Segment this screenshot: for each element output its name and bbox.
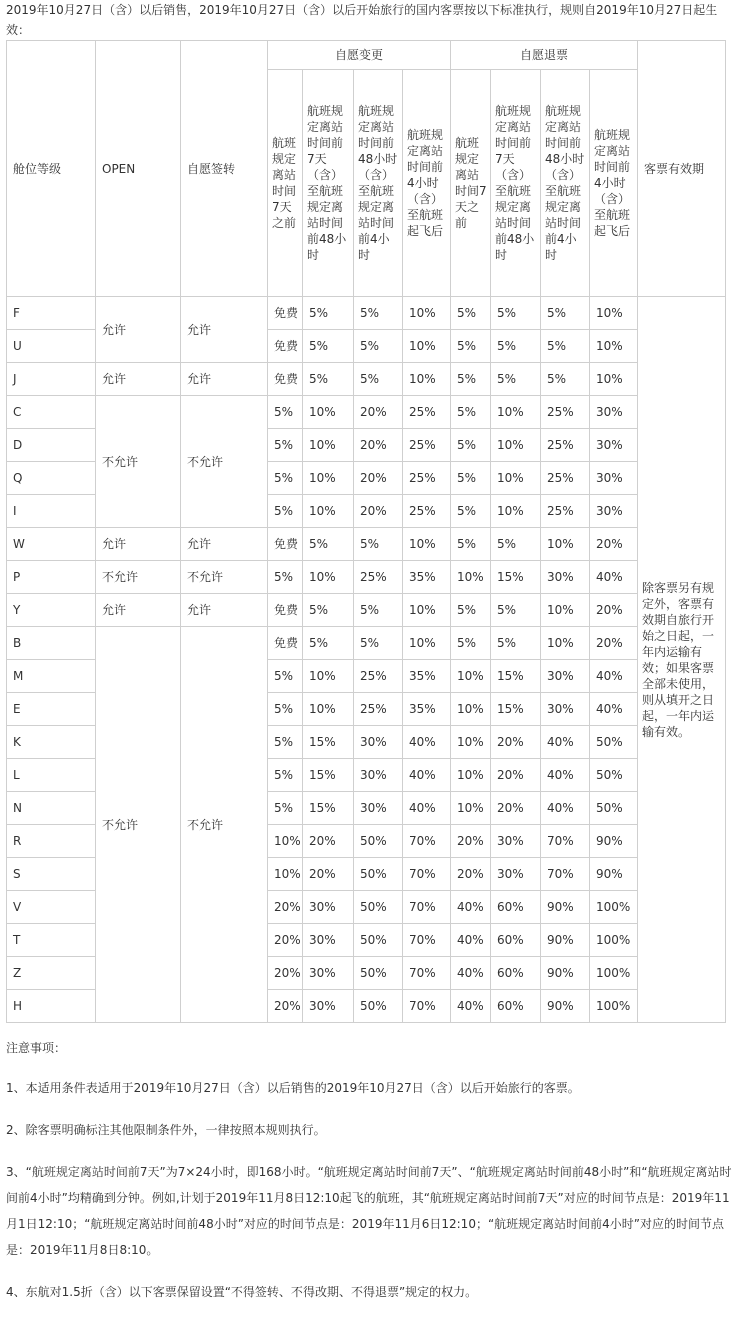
change-fee-cell: 10%: [303, 396, 354, 429]
refund-fee-cell: 25%: [541, 495, 590, 528]
table-row: [7, 297, 726, 330]
table-row: [7, 594, 726, 627]
refund-fee-cell: 90%: [590, 858, 638, 891]
note-item: 2、除客票明确标注其他限制条件外，一律按照本规则执行。: [6, 1123, 326, 1137]
change-fee-cell: 5%: [354, 528, 403, 561]
change-fee-cell: 20%: [303, 825, 354, 858]
refund-fee-cell: 5%: [451, 297, 491, 330]
change-fee-cell: 5%: [268, 759, 303, 792]
change-fee-cell: 10%: [303, 693, 354, 726]
refund-fee-cell: 10%: [451, 726, 491, 759]
endorse-cell: 不允许: [181, 396, 268, 528]
refund-fee-cell: 5%: [491, 627, 541, 660]
refund-fee-cell: 90%: [541, 990, 590, 1023]
change-fee-cell: 5%: [268, 396, 303, 429]
refund-fee-cell: 40%: [590, 660, 638, 693]
refund-fee-cell: 5%: [451, 528, 491, 561]
cabin-class-cell: J: [7, 363, 96, 396]
refund-fee-cell: 50%: [590, 726, 638, 759]
refund-fee-cell: 30%: [491, 858, 541, 891]
refund-fee-cell: 5%: [491, 363, 541, 396]
cabin-class-cell: L: [7, 759, 96, 792]
change-fee-cell: 20%: [268, 924, 303, 957]
refund-fee-cell: 40%: [590, 561, 638, 594]
refund-fee-cell: 5%: [451, 396, 491, 429]
refund-fee-cell: 5%: [451, 462, 491, 495]
change-fee-cell: 20%: [354, 462, 403, 495]
header-voluntary-refund: 自愿退票: [451, 41, 638, 70]
refund-fee-cell: 40%: [451, 957, 491, 990]
refund-fee-cell: 50%: [590, 759, 638, 792]
refund-fee-cell: 5%: [541, 363, 590, 396]
change-fee-cell: 30%: [354, 759, 403, 792]
change-fee-cell: 5%: [303, 528, 354, 561]
change-fee-cell: 10%: [403, 627, 451, 660]
cabin-class-cell: C: [7, 396, 96, 429]
change-fee-cell: 30%: [303, 990, 354, 1023]
cabin-class-cell: U: [7, 330, 96, 363]
header-refund-period-1: 航班规定离站时间7天之前: [451, 70, 491, 297]
refund-fee-cell: 5%: [451, 330, 491, 363]
change-fee-cell: 5%: [354, 594, 403, 627]
change-fee-cell: 15%: [303, 759, 354, 792]
note-item: 1、本适用条件表适用于2019年10月27日（含）以后销售的2019年10月27日（含）以后开始旅行的客票。: [6, 1081, 580, 1095]
change-fee-cell: 免费: [268, 363, 303, 396]
refund-fee-cell: 20%: [451, 825, 491, 858]
refund-fee-cell: 10%: [491, 495, 541, 528]
header-validity: 客票有效期: [638, 41, 726, 297]
refund-fee-cell: 20%: [590, 627, 638, 660]
refund-fee-cell: 20%: [590, 528, 638, 561]
change-fee-cell: 70%: [403, 957, 451, 990]
notes-heading: 注意事项：: [6, 1041, 67, 1055]
change-fee-cell: 5%: [354, 297, 403, 330]
cabin-class-cell: Z: [7, 957, 96, 990]
change-fee-cell: 30%: [303, 957, 354, 990]
refund-fee-cell: 5%: [491, 330, 541, 363]
refund-fee-cell: 90%: [590, 825, 638, 858]
header-open: OPEN: [96, 41, 181, 297]
change-fee-cell: 20%: [303, 858, 354, 891]
header-voluntary-change: 自愿变更: [268, 41, 451, 70]
refund-fee-cell: 90%: [541, 957, 590, 990]
change-fee-cell: 20%: [354, 396, 403, 429]
change-fee-cell: 10%: [303, 561, 354, 594]
change-fee-cell: 5%: [354, 627, 403, 660]
change-fee-cell: 50%: [354, 858, 403, 891]
header-refund-period-4: 航班规定离站时间前4小时（含）至航班起飞后: [590, 70, 638, 297]
refund-fee-cell: 5%: [451, 429, 491, 462]
refund-fee-cell: 20%: [491, 759, 541, 792]
cabin-class-cell: N: [7, 792, 96, 825]
refund-fee-cell: 10%: [541, 528, 590, 561]
open-cell: 允许: [96, 297, 181, 363]
change-fee-cell: 40%: [403, 792, 451, 825]
change-fee-cell: 10%: [303, 429, 354, 462]
change-fee-cell: 免费: [268, 594, 303, 627]
header-change-period-1: 航班规定离站时间7天之前: [268, 70, 303, 297]
change-fee-cell: 50%: [354, 924, 403, 957]
change-fee-cell: 40%: [403, 726, 451, 759]
refund-fee-cell: 20%: [491, 726, 541, 759]
endorse-cell: 允许: [181, 528, 268, 561]
refund-fee-cell: 40%: [451, 924, 491, 957]
header-refund-period-2: 航班规定离站时间前7天（含）至航班规定离站时间前48小时: [491, 70, 541, 297]
refund-fee-cell: 30%: [541, 561, 590, 594]
cabin-class-cell: Y: [7, 594, 96, 627]
change-fee-cell: 5%: [268, 660, 303, 693]
change-fee-cell: 5%: [268, 726, 303, 759]
change-fee-cell: 5%: [303, 594, 354, 627]
refund-fee-cell: 100%: [590, 924, 638, 957]
refund-fee-cell: 5%: [541, 297, 590, 330]
cabin-class-cell: T: [7, 924, 96, 957]
table-row: [7, 528, 726, 561]
change-fee-cell: 5%: [268, 693, 303, 726]
refund-fee-cell: 5%: [451, 363, 491, 396]
refund-fee-cell: 100%: [590, 990, 638, 1023]
refund-fee-cell: 40%: [451, 891, 491, 924]
cabin-class-cell: Q: [7, 462, 96, 495]
endorse-cell: 允许: [181, 297, 268, 363]
change-fee-cell: 5%: [268, 792, 303, 825]
refund-fee-cell: 25%: [541, 396, 590, 429]
refund-fee-cell: 30%: [491, 825, 541, 858]
open-cell: 允许: [96, 594, 181, 627]
change-fee-cell: 70%: [403, 990, 451, 1023]
refund-fee-cell: 100%: [590, 957, 638, 990]
intro-text: 2019年10月27日（含）以后销售，2019年10月27日（含）以后开始旅行的国内客票按以下标准执行，规则自2019年10月27日起生效：: [6, 3, 718, 37]
change-fee-cell: 70%: [403, 858, 451, 891]
refund-fee-cell: 30%: [590, 429, 638, 462]
refund-fee-cell: 40%: [590, 693, 638, 726]
change-fee-cell: 20%: [268, 891, 303, 924]
header-change-period-2: 航班规定离站时间前7天（含）至航班规定离站时间前48小时: [303, 70, 354, 297]
cabin-class-cell: E: [7, 693, 96, 726]
cabin-class-cell: S: [7, 858, 96, 891]
refund-fee-cell: 70%: [541, 858, 590, 891]
change-fee-cell: 5%: [268, 429, 303, 462]
change-fee-cell: 5%: [303, 330, 354, 363]
change-fee-cell: 20%: [268, 990, 303, 1023]
change-fee-cell: 30%: [303, 891, 354, 924]
change-fee-cell: 20%: [268, 957, 303, 990]
refund-fee-cell: 20%: [451, 858, 491, 891]
change-fee-cell: 5%: [268, 495, 303, 528]
refund-fee-cell: 10%: [451, 561, 491, 594]
change-fee-cell: 10%: [303, 462, 354, 495]
refund-fee-cell: 10%: [590, 330, 638, 363]
change-fee-cell: 10%: [403, 297, 451, 330]
change-fee-cell: 15%: [303, 726, 354, 759]
change-fee-cell: 10%: [403, 330, 451, 363]
table-row: [7, 396, 726, 429]
refund-fee-cell: 20%: [590, 594, 638, 627]
cabin-class-cell: H: [7, 990, 96, 1023]
refund-fee-cell: 60%: [491, 924, 541, 957]
change-fee-cell: 10%: [403, 528, 451, 561]
open-cell: 允许: [96, 363, 181, 396]
change-fee-cell: 10%: [403, 594, 451, 627]
refund-fee-cell: 90%: [541, 891, 590, 924]
change-fee-cell: 30%: [354, 726, 403, 759]
cabin-class-cell: M: [7, 660, 96, 693]
change-fee-cell: 25%: [354, 561, 403, 594]
change-fee-cell: 40%: [403, 759, 451, 792]
change-fee-cell: 免费: [268, 330, 303, 363]
note-item: 4、东航对1.5折（含）以下客票保留设置“不得签转、不得改期、不得退票”规定的权力。: [6, 1285, 478, 1299]
refund-fee-cell: 5%: [451, 594, 491, 627]
change-fee-cell: 25%: [354, 660, 403, 693]
table-row: [7, 627, 726, 660]
change-fee-cell: 免费: [268, 627, 303, 660]
endorse-cell: 允许: [181, 594, 268, 627]
refund-fee-cell: 30%: [541, 660, 590, 693]
change-fee-cell: 50%: [354, 990, 403, 1023]
open-cell: 不允许: [96, 561, 181, 594]
refund-fee-cell: 15%: [491, 693, 541, 726]
change-fee-cell: 35%: [403, 693, 451, 726]
header-change-period-3: 航班规定离站时间前48小时（含）至航班规定离站时间前4小时: [354, 70, 403, 297]
cabin-class-cell: I: [7, 495, 96, 528]
refund-fee-cell: 25%: [541, 429, 590, 462]
refund-fee-cell: 5%: [451, 495, 491, 528]
cabin-class-cell: P: [7, 561, 96, 594]
fare-table-body: [7, 297, 726, 1023]
refund-fee-cell: 30%: [590, 396, 638, 429]
refund-fee-cell: 5%: [451, 627, 491, 660]
cabin-class-cell: K: [7, 726, 96, 759]
refund-fee-cell: 10%: [491, 396, 541, 429]
refund-fee-cell: 40%: [541, 792, 590, 825]
cabin-class-cell: B: [7, 627, 96, 660]
open-cell: 允许: [96, 528, 181, 561]
change-fee-cell: 25%: [403, 396, 451, 429]
open-cell: 不允许: [96, 396, 181, 528]
header-cabin: 舱位等级: [7, 41, 96, 297]
refund-fee-cell: 60%: [491, 990, 541, 1023]
cabin-class-cell: F: [7, 297, 96, 330]
change-fee-cell: 免费: [268, 528, 303, 561]
refund-fee-cell: 100%: [590, 891, 638, 924]
change-fee-cell: 25%: [403, 462, 451, 495]
refund-fee-cell: 5%: [491, 594, 541, 627]
change-fee-cell: 10%: [403, 363, 451, 396]
table-row: [7, 561, 726, 594]
cabin-class-cell: R: [7, 825, 96, 858]
refund-fee-cell: 20%: [491, 792, 541, 825]
refund-fee-cell: 40%: [541, 726, 590, 759]
change-fee-cell: 10%: [268, 858, 303, 891]
refund-fee-cell: 15%: [491, 561, 541, 594]
header-row-groups: [7, 41, 726, 70]
validity-cell: 除客票另有规定外，客票有效期自旅行开始之日起，一年内运输有效；如果客票全部未使用，则从填开之日起，一年内运输有效。: [638, 297, 726, 1023]
refund-fee-cell: 30%: [590, 495, 638, 528]
refund-fee-cell: 40%: [451, 990, 491, 1023]
change-fee-cell: 15%: [303, 792, 354, 825]
notes-section: [6, 1035, 732, 1305]
refund-fee-cell: 10%: [491, 429, 541, 462]
change-fee-cell: 50%: [354, 957, 403, 990]
header-endorse: 自愿签转: [181, 41, 268, 297]
refund-fee-cell: 5%: [491, 297, 541, 330]
change-fee-cell: 10%: [303, 495, 354, 528]
refund-fee-cell: 5%: [541, 330, 590, 363]
change-fee-cell: 70%: [403, 924, 451, 957]
change-fee-cell: 5%: [268, 561, 303, 594]
refund-fee-cell: 90%: [541, 924, 590, 957]
fare-rules-table: [6, 40, 726, 1023]
refund-fee-cell: 10%: [590, 297, 638, 330]
cabin-class-cell: W: [7, 528, 96, 561]
note-item: 3、“航班规定离站时间前7天”为7×24小时，即168小时。“航班规定离站时间前7天”、“航班规定离站时间前48小时”和“航班规定离站时间前4小时”均精确到分钟。例如,计划于2019年11月8日12:10起飞的航班，其“航班规定离站时间前7天”对应的时间节点是：2019年11月1日12:10；“航班规定离站时间前48小时”对应的时间节点是：2019年11月6日12:10；“航班规定离站时间前4小时”对应的时间节点是：2019年11月8日8:10。: [6, 1165, 732, 1257]
refund-fee-cell: 30%: [590, 462, 638, 495]
header-refund-period-3: 航班规定离站时间前48小时（含）至航班规定离站时间前4小时: [541, 70, 590, 297]
refund-fee-cell: 50%: [590, 792, 638, 825]
change-fee-cell: 25%: [403, 495, 451, 528]
open-cell: 不允许: [96, 627, 181, 1023]
refund-fee-cell: 10%: [590, 363, 638, 396]
cabin-class-cell: D: [7, 429, 96, 462]
refund-fee-cell: 15%: [491, 660, 541, 693]
change-fee-cell: 5%: [354, 330, 403, 363]
change-fee-cell: 5%: [354, 363, 403, 396]
change-fee-cell: 70%: [403, 825, 451, 858]
change-fee-cell: 10%: [268, 825, 303, 858]
refund-fee-cell: 60%: [491, 891, 541, 924]
refund-fee-cell: 5%: [491, 528, 541, 561]
change-fee-cell: 35%: [403, 561, 451, 594]
refund-fee-cell: 30%: [541, 693, 590, 726]
change-fee-cell: 30%: [354, 792, 403, 825]
refund-fee-cell: 10%: [541, 627, 590, 660]
refund-fee-cell: 70%: [541, 825, 590, 858]
endorse-cell: 不允许: [181, 627, 268, 1023]
refund-fee-cell: 10%: [451, 759, 491, 792]
change-fee-cell: 5%: [303, 363, 354, 396]
change-fee-cell: 20%: [354, 429, 403, 462]
refund-fee-cell: 40%: [541, 759, 590, 792]
change-fee-cell: 35%: [403, 660, 451, 693]
change-fee-cell: 20%: [354, 495, 403, 528]
change-fee-cell: 30%: [303, 924, 354, 957]
refund-fee-cell: 10%: [541, 594, 590, 627]
table-row: [7, 363, 726, 396]
refund-fee-cell: 10%: [451, 660, 491, 693]
refund-fee-cell: 25%: [541, 462, 590, 495]
change-fee-cell: 70%: [403, 891, 451, 924]
change-fee-cell: 5%: [303, 297, 354, 330]
change-fee-cell: 50%: [354, 825, 403, 858]
change-fee-cell: 5%: [303, 627, 354, 660]
cabin-class-cell: V: [7, 891, 96, 924]
change-fee-cell: 5%: [268, 462, 303, 495]
change-fee-cell: 25%: [403, 429, 451, 462]
refund-fee-cell: 60%: [491, 957, 541, 990]
refund-fee-cell: 10%: [491, 462, 541, 495]
change-fee-cell: 10%: [303, 660, 354, 693]
header-change-period-4: 航班规定离站时间前4小时（含）至航班起飞后: [403, 70, 451, 297]
change-fee-cell: 免费: [268, 297, 303, 330]
change-fee-cell: 50%: [354, 891, 403, 924]
endorse-cell: 允许: [181, 363, 268, 396]
refund-fee-cell: 10%: [451, 792, 491, 825]
change-fee-cell: 25%: [354, 693, 403, 726]
refund-fee-cell: 10%: [451, 693, 491, 726]
endorse-cell: 不允许: [181, 561, 268, 594]
